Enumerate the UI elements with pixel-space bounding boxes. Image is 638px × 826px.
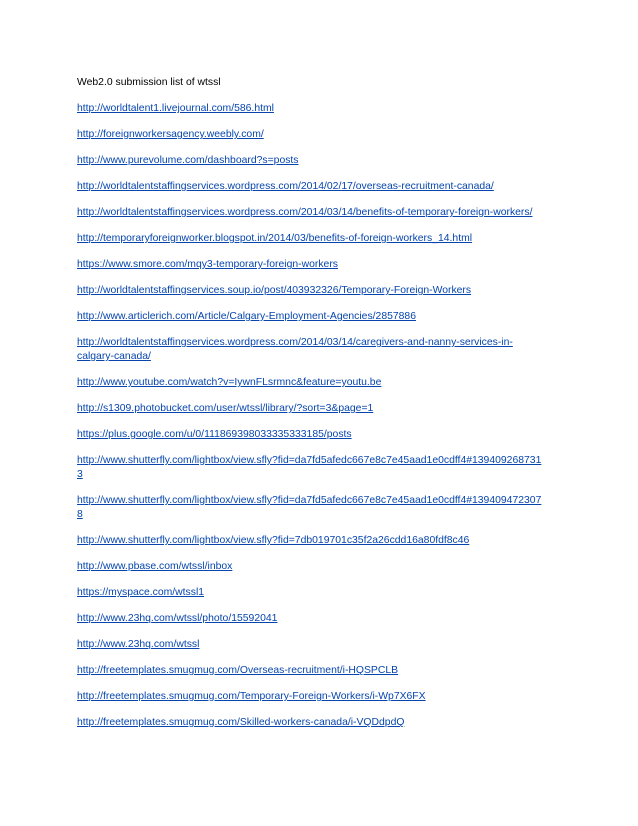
link-line-2: 3 (77, 469, 83, 480)
link[interactable] (77, 455, 541, 480)
list-item (77, 154, 577, 168)
list-item (77, 258, 577, 272)
list-item (77, 102, 577, 116)
list-item (77, 336, 577, 364)
list-item (77, 716, 577, 730)
list-item (77, 402, 577, 416)
list-item (77, 454, 577, 482)
link[interactable] (77, 337, 513, 362)
link[interactable]: https://plus.google.com/u/0/111869398033335333185/posts (77, 429, 352, 440)
list-item (77, 690, 577, 704)
link[interactable]: http://s1309.photobucket.com/user/wtssl/library/?sort=3&page=1 (77, 403, 374, 414)
list-item (77, 206, 577, 220)
link-line-1: http://www.shutterfly.com/lightbox/view.sfly?fid=da7fd5afedc667e8c7e45aad1e0cdff4#139409472307 (77, 495, 542, 506)
link[interactable]: http://www.pbase.com/wtssl/inbox (77, 561, 233, 572)
list-item (77, 664, 577, 678)
link[interactable]: http://foreignworkersagency.weebly.com/ (77, 129, 264, 140)
link[interactable]: http://worldtalent1.livejournal.com/586.html (77, 103, 274, 114)
link[interactable]: http://worldtalentstaffingservices.wordpress.com/2014/03/14/benefits-of-temporary-foreign-workers/ (77, 207, 533, 218)
link[interactable]: http://worldtalentstaffingservices.soup.io/post/403932326/Temporary-Foreign-Workers (77, 285, 472, 296)
list-item (77, 586, 577, 600)
link-line-1: http://worldtalentstaffingservices.wordpress.com/2014/03/14/caregivers-and-nanny-services-in- (77, 337, 513, 348)
link[interactable]: https://myspace.com/wtssl1 (77, 587, 205, 598)
link[interactable]: https://www.smore.com/mqy3-temporary-foreign-workers (77, 259, 338, 270)
link-list (77, 102, 577, 730)
link[interactable]: http://www.youtube.com/watch?v=IywnFLsrmnc&feature=youtu.be (77, 377, 382, 388)
link-line-1: http://www.shutterfly.com/lightbox/view.sfly?fid=da7fd5afedc667e8c7e45aad1e0cdff4#139409268731 (77, 455, 542, 466)
link-line-2: 8 (77, 509, 83, 520)
list-item (77, 232, 577, 246)
list-item (77, 310, 577, 324)
link-line-2: calgary-canada/ (77, 351, 151, 362)
link[interactable]: http://www.articlerich.com/Article/Calgary-Employment-Agencies/2857886 (77, 311, 416, 322)
list-item (77, 534, 577, 548)
list-item (77, 560, 577, 574)
list-item (77, 494, 577, 522)
link[interactable]: http://www.purevolume.com/dashboard?s=posts (77, 155, 299, 166)
link[interactable]: http://www.23hq.com/wtssl/photo/15592041 (77, 613, 278, 624)
link[interactable]: http://freetemplates.smugmug.com/Overseas-recruitment/i-HQSPCLB (77, 665, 399, 676)
list-item (77, 428, 577, 442)
link[interactable]: http://www.23hq.com/wtssl (77, 639, 200, 650)
link[interactable]: http://worldtalentstaffingservices.wordpress.com/2014/02/17/overseas-recruitment-canada/ (77, 181, 494, 192)
document-page (77, 76, 577, 742)
list-item (77, 638, 577, 652)
list-item (77, 128, 577, 142)
list-item (77, 376, 577, 390)
link[interactable] (77, 495, 541, 520)
list-item (77, 612, 577, 626)
list-item (77, 284, 577, 298)
link[interactable]: http://freetemplates.smugmug.com/Skilled-workers-canada/i-VQDdpdQ (77, 717, 405, 728)
link[interactable]: http://temporaryforeignworker.blogspot.in/2014/03/benefits-of-foreign-workers_14.html (77, 233, 473, 244)
link[interactable]: http://www.shutterfly.com/lightbox/view.sfly?fid=7db019701c35f2a26cdd16a80fdf8c46 (77, 535, 470, 546)
link[interactable]: http://freetemplates.smugmug.com/Temporary-Foreign-Workers/i-Wp7X6FX (77, 691, 426, 702)
list-item (77, 180, 577, 194)
document-title: Web2.0 submission list of wtssl (77, 77, 221, 88)
